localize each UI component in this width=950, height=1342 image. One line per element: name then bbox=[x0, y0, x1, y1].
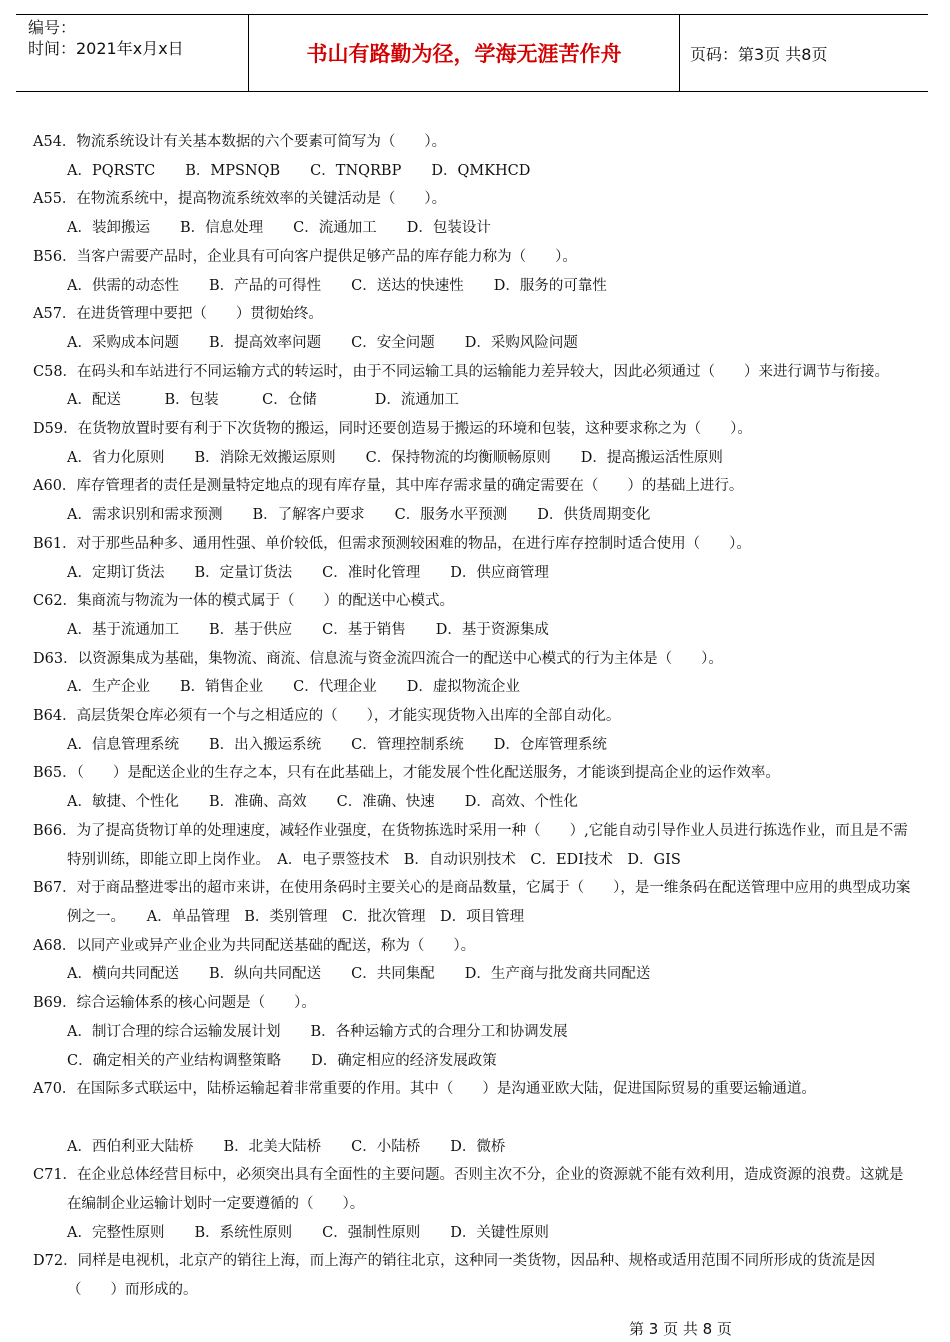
option: A．横向共同配送 bbox=[67, 966, 179, 983]
option: D．虚拟物流企业 bbox=[406, 679, 520, 696]
question-list bbox=[33, 128, 918, 1305]
options-row bbox=[33, 788, 918, 817]
option: C．管理控制系统 bbox=[351, 736, 464, 753]
option: B．北美大陆桥 bbox=[223, 1138, 322, 1155]
option: D．确定相应的经济发展政策 bbox=[311, 1052, 497, 1069]
option: D．基于资源集成 bbox=[435, 621, 549, 638]
option: D．服务的可靠性 bbox=[493, 277, 607, 294]
header-motto: 书山有路勤为径，学海无涯苦作舟 bbox=[249, 15, 680, 91]
question-stem: A55．在物流系统中，提高物流系统效率的关键活动是（ ）。 bbox=[33, 191, 447, 208]
option: D．生产商与批发商共同配送 bbox=[464, 966, 651, 983]
option: D．仓库管理系统 bbox=[493, 736, 607, 753]
option: C．确定相关的产业结构调整策略 bbox=[67, 1052, 282, 1069]
option: C．准时化管理 bbox=[322, 564, 421, 581]
option: C．TNQRBP bbox=[310, 162, 402, 179]
option: C．流通加工 bbox=[293, 220, 377, 237]
options-row bbox=[33, 444, 918, 473]
option: D．供货周期变化 bbox=[537, 507, 651, 524]
question-stem: A70．在国际多式联运中，陆桥运输起着非常重要的作用。其中（ ）是沟通亚欧大陆，促进国际贸易的重要运输通道。 bbox=[33, 1081, 816, 1098]
question-stem: C71．在企业总体经营目标中，必须突出具有全面性的主要问题。否则主次不分，企业的资源就不能有效利用，造成资源的浪费。这就是在编制企业运输计划时一定要遵循的（ ）。 bbox=[33, 1167, 904, 1212]
option: D．采购风险问题 bbox=[464, 334, 578, 351]
question-stem: B67．对于商品整进零出的超市来讲，在使用条码时主要关心的是商品数量，它属于（ ），是一维条码在配送管理中应用的典型成功案例之一。 A．单品管理 B．类别管理 C．批次管理 D．项目管理 bbox=[33, 880, 911, 925]
option: D．供应商管理 bbox=[450, 564, 549, 581]
option: A．制订合理的综合运输发展计划 bbox=[67, 1023, 281, 1040]
option: B．消除无效搬运原则 bbox=[194, 449, 336, 466]
option: C．准确、快速 bbox=[336, 794, 435, 811]
option: D．包装设计 bbox=[406, 220, 491, 237]
spacer bbox=[33, 1104, 918, 1133]
question-stem: D59．在货物放置时要有利于下次货物的搬运，同时还要创造易于搬运的环境和包装，这种要求称之为（ ）。 bbox=[33, 421, 752, 438]
option: A．PQRSTC bbox=[67, 162, 156, 179]
option: B．各种运输方式的合理分工和协调发展 bbox=[310, 1023, 568, 1040]
option: A．敏捷、个性化 bbox=[67, 794, 179, 811]
option: C．送达的快速性 bbox=[351, 277, 464, 294]
question-stem: C58．在码头和车站进行不同运输方式的转运时，由于不同运输工具的运输能力差异较大，因此必须通过（ ）来进行调节与衔接。 A．配送 B．包装 C．仓储 D．流通加工 bbox=[33, 363, 897, 409]
option: B．定量订货法 bbox=[194, 564, 293, 581]
option: D．提高搬运活性原则 bbox=[580, 449, 723, 466]
option: B．MPSNQB bbox=[185, 162, 281, 179]
option: C．小陆桥 bbox=[351, 1138, 421, 1155]
option: D．微桥 bbox=[450, 1138, 506, 1155]
option: B．信息处理 bbox=[179, 220, 264, 237]
option: D．QMKHCD bbox=[431, 162, 531, 179]
option: B．准确、高效 bbox=[208, 794, 307, 811]
options-row bbox=[33, 1219, 918, 1248]
option: C．服务水平预测 bbox=[394, 507, 508, 524]
option: C．共同集配 bbox=[351, 966, 435, 983]
options-row bbox=[33, 673, 918, 702]
option: A．信息管理系统 bbox=[67, 736, 179, 753]
option: A．基于流通加工 bbox=[67, 621, 179, 638]
option: A．完整性原则 bbox=[67, 1224, 165, 1241]
question-stem: D63．以资源集成为基础，集物流、商流、信息流与资金流四流合一的配送中心模式的行为主体是（ ）。 bbox=[33, 650, 723, 667]
header-page-label: 页码：第3页 共8页 bbox=[690, 44, 828, 64]
option: B．销售企业 bbox=[179, 679, 264, 696]
option: B．系统性原则 bbox=[194, 1224, 293, 1241]
option: C．强制性原则 bbox=[322, 1224, 421, 1241]
question-stem: A54．物流系统设计有关基本数据的六个要素可简写为（ ）。 bbox=[33, 134, 447, 150]
question-stem: B56．当客户需要产品时，企业具有可向客户提供足够产品的库存能力称为（ ）。 bbox=[33, 248, 577, 265]
option: A．省力化原则 bbox=[67, 449, 165, 466]
option: C．安全问题 bbox=[351, 334, 435, 351]
question-stem: A68．以同产业或异产业企业为共同配送基础的配送，称为（ ）。 bbox=[33, 937, 476, 954]
option: D．关键性原则 bbox=[450, 1224, 549, 1241]
option: C．代理企业 bbox=[293, 679, 377, 696]
options-row bbox=[33, 616, 918, 645]
options-row bbox=[33, 329, 918, 358]
option: A．生产企业 bbox=[67, 679, 150, 696]
question-stem: B61．对于那些品种多、通用性强、单价较低，但需求预测较困难的物品，在进行库存控制时适合使用（ ）。 bbox=[33, 535, 751, 552]
option: B．产品的可得性 bbox=[208, 277, 322, 294]
options-row bbox=[33, 1133, 918, 1162]
serial-label: 编号： bbox=[28, 18, 77, 37]
option: A．采购成本问题 bbox=[67, 334, 179, 351]
header-meta bbox=[16, 15, 249, 91]
time-label: 时间：2021年x月x日 bbox=[28, 39, 184, 58]
options-row bbox=[33, 1047, 918, 1076]
options-row bbox=[33, 731, 918, 760]
options-row bbox=[33, 501, 918, 530]
option: A．需求识别和需求预测 bbox=[67, 507, 223, 524]
option: A．供需的动态性 bbox=[67, 277, 179, 294]
question-stem: B69．综合运输体系的核心问题是（ ）。 bbox=[33, 995, 316, 1012]
option: A．西伯利亚大陆桥 bbox=[67, 1138, 194, 1155]
option: B．纵向共同配送 bbox=[208, 966, 322, 983]
options-row bbox=[33, 272, 918, 301]
option: C．基于销售 bbox=[322, 621, 406, 638]
page-footer: 第 3 页 共 8 页 bbox=[629, 1320, 732, 1338]
options-row bbox=[33, 559, 918, 588]
question-stem: A57．在进货管理中要把（ ）贯彻始终。 bbox=[33, 306, 323, 323]
question-stem: B66．为了提高货物订单的处理速度，减轻作业强度，在货物拣选时采用一种（ ）,它能自动引导作业人员进行拣选作业，而且是不需特别训练，即能立即上岗作业。 A．电子票签技术 B．自动识别技术 C．EDI技术 D．GIS bbox=[33, 822, 908, 868]
option: D．高效、个性化 bbox=[464, 794, 578, 811]
option: B．基于供应 bbox=[208, 621, 293, 638]
options-row bbox=[33, 960, 918, 989]
option: A．装卸搬运 bbox=[67, 220, 150, 237]
question-stem: A60．库存管理者的责任是测量特定地点的现有库存量，其中库存需求量的确定需要在（ ）的基础上进行。 bbox=[33, 478, 744, 495]
option: B．了解客户要求 bbox=[252, 507, 365, 524]
page-header bbox=[16, 14, 928, 92]
option: A．定期订货法 bbox=[67, 564, 165, 581]
question-stem: B65．（ ）是配送企业的生存之本，只有在此基础上，才能发展个性化配送服务，才能谈到提高企业的运作效率。 bbox=[33, 765, 780, 782]
options-row bbox=[33, 1018, 918, 1047]
option: B．提高效率问题 bbox=[208, 334, 322, 351]
options-row bbox=[33, 157, 918, 186]
option: B．出入搬运系统 bbox=[208, 736, 322, 753]
question-stem: B64．高层货架仓库必须有一个与之相适应的（ ），才能实现货物入出库的全部自动化。 bbox=[33, 708, 621, 725]
option: C．保持物流的均衡顺畅原则 bbox=[365, 449, 551, 466]
question-stem: C62．集商流与物流为一体的模式属于（ ）的配送中心模式。 bbox=[33, 593, 455, 610]
question-stem: D72．同样是电视机，北京产的销往上海，而上海产的销往北京，这种同一类货物，因品种、规格或适用范围不同所形成的货流是因（ ）而形成的。 bbox=[33, 1253, 876, 1299]
options-row bbox=[33, 214, 918, 243]
